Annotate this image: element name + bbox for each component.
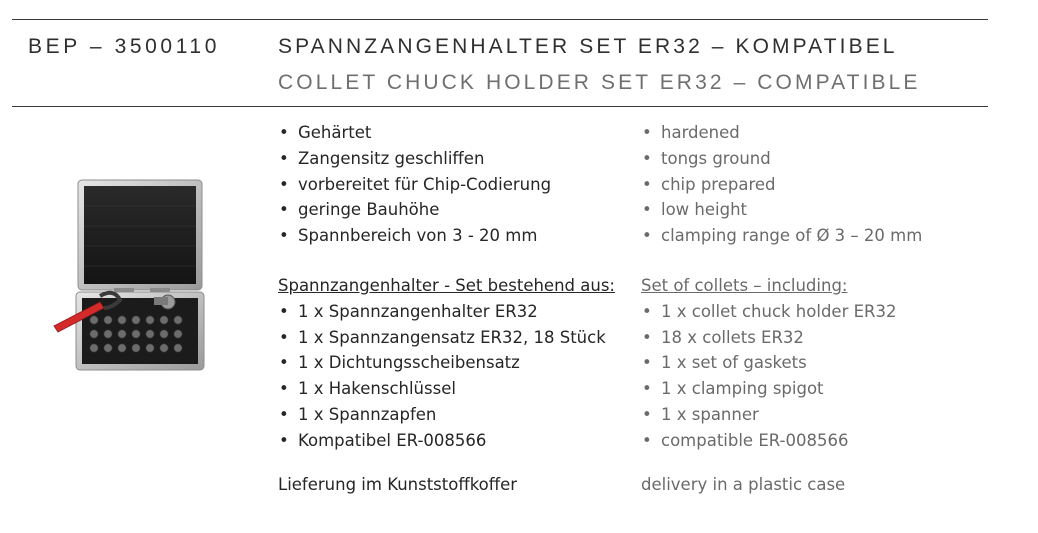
delivery-note-de: Lieferung im Kunststoffkoffer	[278, 474, 518, 494]
list-item: • Zangensitz geschliffen	[278, 146, 615, 172]
english-column	[641, 120, 922, 497]
contents-heading-en: Set of collets – including:	[641, 275, 848, 295]
list-item: • 1 x clamping spigot	[641, 376, 922, 402]
list-item: • 1 x Spannzapfen	[278, 402, 615, 428]
list-item: • 1 x spanner	[641, 402, 922, 428]
list-item: • geringe Bauhöhe	[278, 197, 615, 223]
title-german: SPANNZANGENHALTER SET ER32 – KOMPATIBEL	[278, 35, 898, 58]
list-item: • compatible ER-008566	[641, 428, 922, 454]
feature-list-de	[278, 120, 615, 249]
contents-list-de	[278, 299, 615, 454]
list-item: • 1 x Dichtungsscheibensatz	[278, 350, 615, 376]
list-item: • chip prepared	[641, 172, 922, 198]
list-item: • hardened	[641, 120, 922, 146]
list-item: • 1 x Spannzangensatz ER32, 18 Stück	[278, 325, 615, 351]
list-item: • tongs ground	[641, 146, 922, 172]
list-item: • Spannbereich von 3 - 20 mm	[278, 223, 615, 249]
feature-list-en	[641, 120, 922, 249]
contents-heading-de: Spannzangenhalter - Set bestehend aus:	[278, 275, 615, 295]
list-item: • 1 x collet chuck holder ER32	[641, 299, 922, 325]
list-item: • 1 x Hakenschlüssel	[278, 376, 615, 402]
list-item: • Gehärtet	[278, 120, 615, 146]
list-item: • low height	[641, 197, 922, 223]
list-item: • clamping range of Ø 3 – 20 mm	[641, 223, 922, 249]
list-item: • 18 x collets ER32	[641, 325, 922, 351]
product-code: BEP – 3500110	[28, 35, 220, 58]
list-item: • 1 x set of gaskets	[641, 350, 922, 376]
product-image	[50, 176, 210, 376]
list-item: • Kompatibel ER-008566	[278, 428, 615, 454]
list-item: • 1 x Spannzangenhalter ER32	[278, 299, 615, 325]
bottom-rule	[12, 106, 988, 107]
top-rule	[12, 19, 988, 20]
contents-list-en	[641, 299, 922, 454]
delivery-note-en: delivery in a plastic case	[641, 474, 846, 494]
title-english: COLLET CHUCK HOLDER SET ER32 – COMPATIBLE	[278, 71, 921, 94]
german-column	[278, 120, 615, 497]
list-item: • vorbereitet für Chip-Codierung	[278, 172, 615, 198]
